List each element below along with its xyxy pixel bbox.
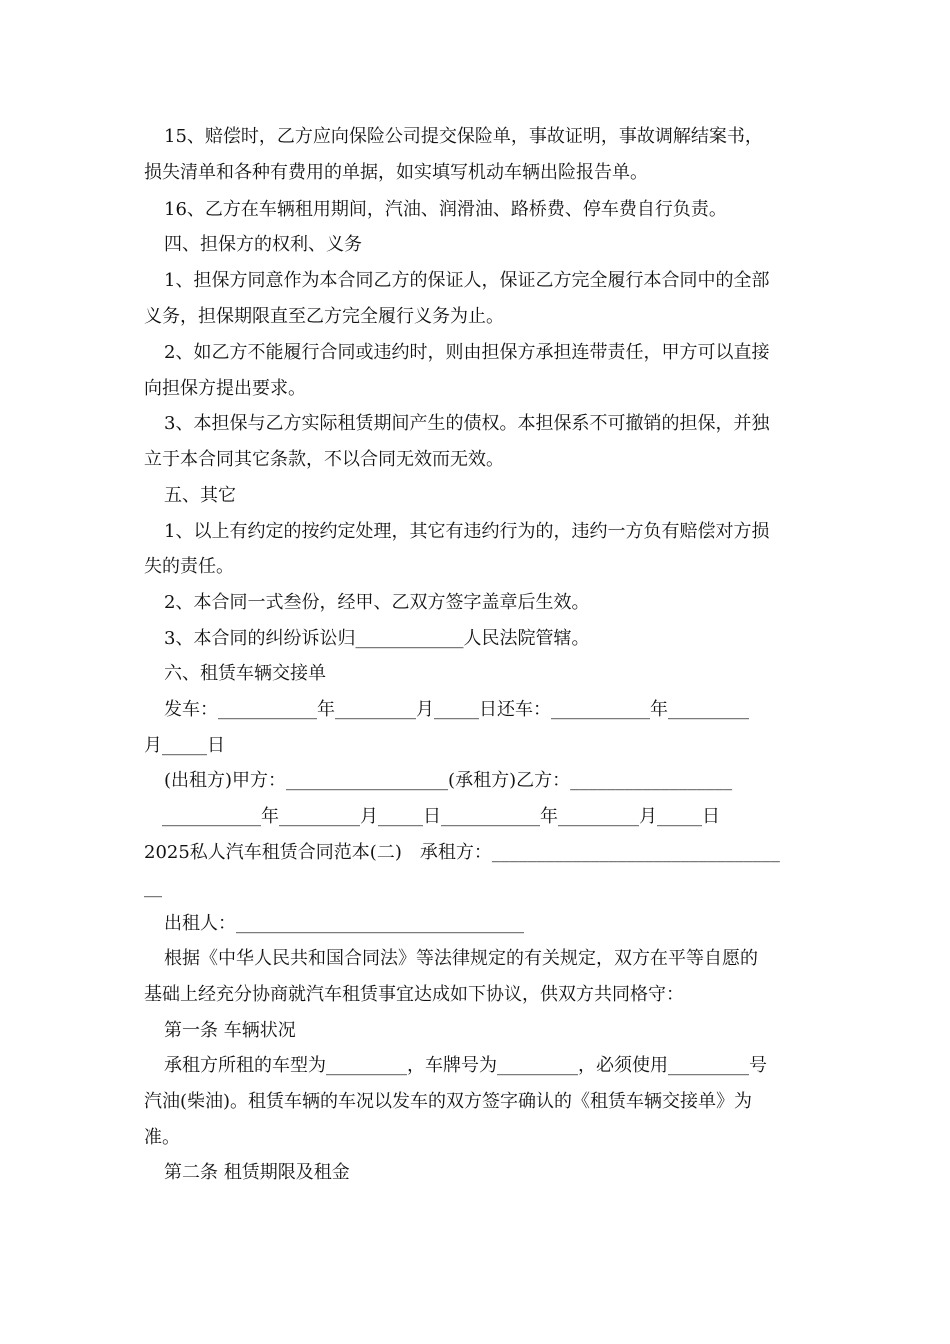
paragraph-line: 2、如乙方不能履行合同或违约时，则由担保方承担连带责任，甲方可以直接 bbox=[164, 342, 770, 363]
document-title-line: 2025私人汽车租赁合同范本(二) 承租方：________________________________ bbox=[144, 842, 780, 863]
paragraph-line: 基础上经充分协商就汽车租赁事宜达成如下协议，供双方共同格守： bbox=[144, 984, 684, 1005]
article-heading: 第二条 租赁期限及租金 bbox=[164, 1162, 350, 1183]
paragraph-line: 向担保方提出要求。 bbox=[144, 378, 306, 399]
paragraph-line: 3、本合同的纠纷诉讼归____________人民法院管辖。 bbox=[164, 628, 590, 649]
paragraph-line: 损失清单和各种有费用的单据，如实填写机动车辆出险报告单。 bbox=[144, 162, 648, 183]
form-line: (出租方)甲方：__________________(承租方)乙方：__________________ bbox=[164, 770, 733, 791]
article-heading: 第一条 车辆状况 bbox=[164, 1020, 296, 1041]
paragraph-line: 1、以上有约定的按约定处理，其它有违约行为的，违约一方负有赔偿对方损 bbox=[164, 521, 770, 542]
paragraph-line: 2、本合同一式叁份，经甲、乙双方签字盖章后生效。 bbox=[164, 592, 590, 613]
form-line: __ bbox=[144, 877, 162, 898]
paragraph-line: 15、赔偿时，乙方应向保险公司提交保险单，事故证明，事故调解结案书， bbox=[164, 126, 763, 147]
form-line: 月_____日 bbox=[144, 735, 225, 756]
section-heading: 五、其它 bbox=[164, 485, 236, 506]
paragraph-line: 汽油(柴油)。租赁车辆的车况以发车的双方签字确认的《租赁车辆交接单》为 bbox=[144, 1091, 753, 1112]
paragraph-line: 3、本担保与乙方实际租赁期间产生的债权。本担保系不可撤销的担保，并独 bbox=[164, 413, 770, 434]
section-heading: 六、租赁车辆交接单 bbox=[164, 663, 326, 684]
paragraph-line: 根据《中华人民共和国合同法》等法律规定的有关规定，双方在平等自愿的 bbox=[164, 948, 758, 969]
paragraph-line: 准。 bbox=[144, 1127, 180, 1148]
form-line: ___________年_________月_____日___________年_________月_____日 bbox=[162, 806, 720, 827]
paragraph-line: 承租方所租的车型为_________，车牌号为_________，必须使用_________号 bbox=[164, 1055, 767, 1076]
form-line: 出租人：________________________________ bbox=[164, 913, 524, 934]
paragraph-line: 失的责任。 bbox=[144, 556, 234, 577]
paragraph-line: 1、担保方同意作为本合同乙方的保证人，保证乙方完全履行本合同中的全部 bbox=[164, 270, 770, 291]
paragraph-line: 立于本合同其它条款，不以合同无效而无效。 bbox=[144, 449, 504, 470]
form-line: 发车：___________年_________月_____日还车：___________年_________ bbox=[164, 699, 749, 720]
paragraph-line: 16、乙方在车辆租用期间，汽油、润滑油、路桥费、停车费自行负责。 bbox=[164, 199, 727, 220]
paragraph-line: 义务，担保期限直至乙方完全履行义务为止。 bbox=[144, 306, 504, 327]
section-heading: 四、担保方的权利、义务 bbox=[164, 234, 362, 255]
